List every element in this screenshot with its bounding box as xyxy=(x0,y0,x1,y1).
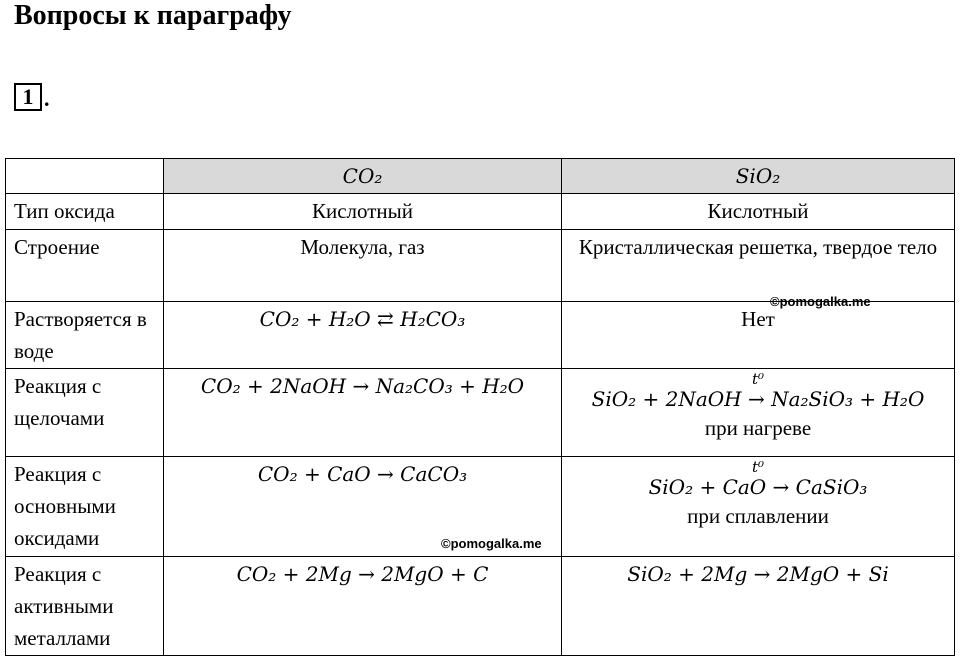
sio2-cell xyxy=(562,369,955,457)
watermark: ©pomogalka.me xyxy=(770,294,871,309)
watermark: ©pomogalka.me xyxy=(441,536,542,551)
header-co2: CO₂ xyxy=(164,159,562,194)
sio2-equation: SiO₂ + 2Mg → 2MgO + Si xyxy=(562,557,955,656)
table-row xyxy=(6,230,955,302)
row-label: Реакция с активными металлами xyxy=(6,557,164,656)
co2-cell: Молекула, газ xyxy=(164,230,562,302)
row-label: Тип оксида xyxy=(6,194,164,230)
page-title: Вопросы к параграфу xyxy=(14,0,292,31)
reaction-condition-note: при нагреве xyxy=(704,416,812,440)
question-number: 1 xyxy=(14,83,42,111)
question-dot: . xyxy=(44,86,50,111)
co2-equation: CO₂ + H₂O ⇄ H₂CO₃ xyxy=(164,302,562,369)
sio2-cell xyxy=(562,457,955,557)
co2-equation: CO₂ + 2NaOH → Na₂CO₃ + H₂O xyxy=(164,369,562,457)
table-row xyxy=(6,557,955,656)
sio2-cell: Кристаллическая решетка, твердое тело xyxy=(562,230,955,302)
sio2-equation: SiO₂ + CaO → CaSiO₃ xyxy=(648,475,868,499)
table-row xyxy=(6,369,955,457)
reaction-condition-note: при сплавлении xyxy=(687,504,829,528)
row-label: Реакция с щелочами xyxy=(6,369,164,457)
co2-equation: CO₂ + CaO → CaCO₃ xyxy=(257,462,468,486)
arrow-condition: t⁰ xyxy=(751,458,765,476)
header-empty-cell xyxy=(6,159,164,194)
table-row xyxy=(6,194,955,230)
arrow-condition: t⁰ xyxy=(751,370,765,388)
row-label: Растворяется в воде xyxy=(6,302,164,369)
sio2-cell: Кислотный xyxy=(562,194,955,230)
row-label: Строение xyxy=(6,230,164,302)
table-row xyxy=(6,302,955,369)
row-label: Реакция с основными оксидами xyxy=(6,457,164,557)
co2-cell: Кислотный xyxy=(164,194,562,230)
sio2-equation: SiO₂ + 2NaOH → Na₂SiO₃ + H₂O xyxy=(591,387,925,411)
sio2-cell: Нет xyxy=(562,302,955,369)
table-header-row xyxy=(6,159,955,194)
oxide-comparison-table xyxy=(5,158,955,656)
header-sio2: SiO₂ xyxy=(562,159,955,194)
co2-equation: CO₂ + 2Mg → 2MgO + C xyxy=(164,557,562,656)
